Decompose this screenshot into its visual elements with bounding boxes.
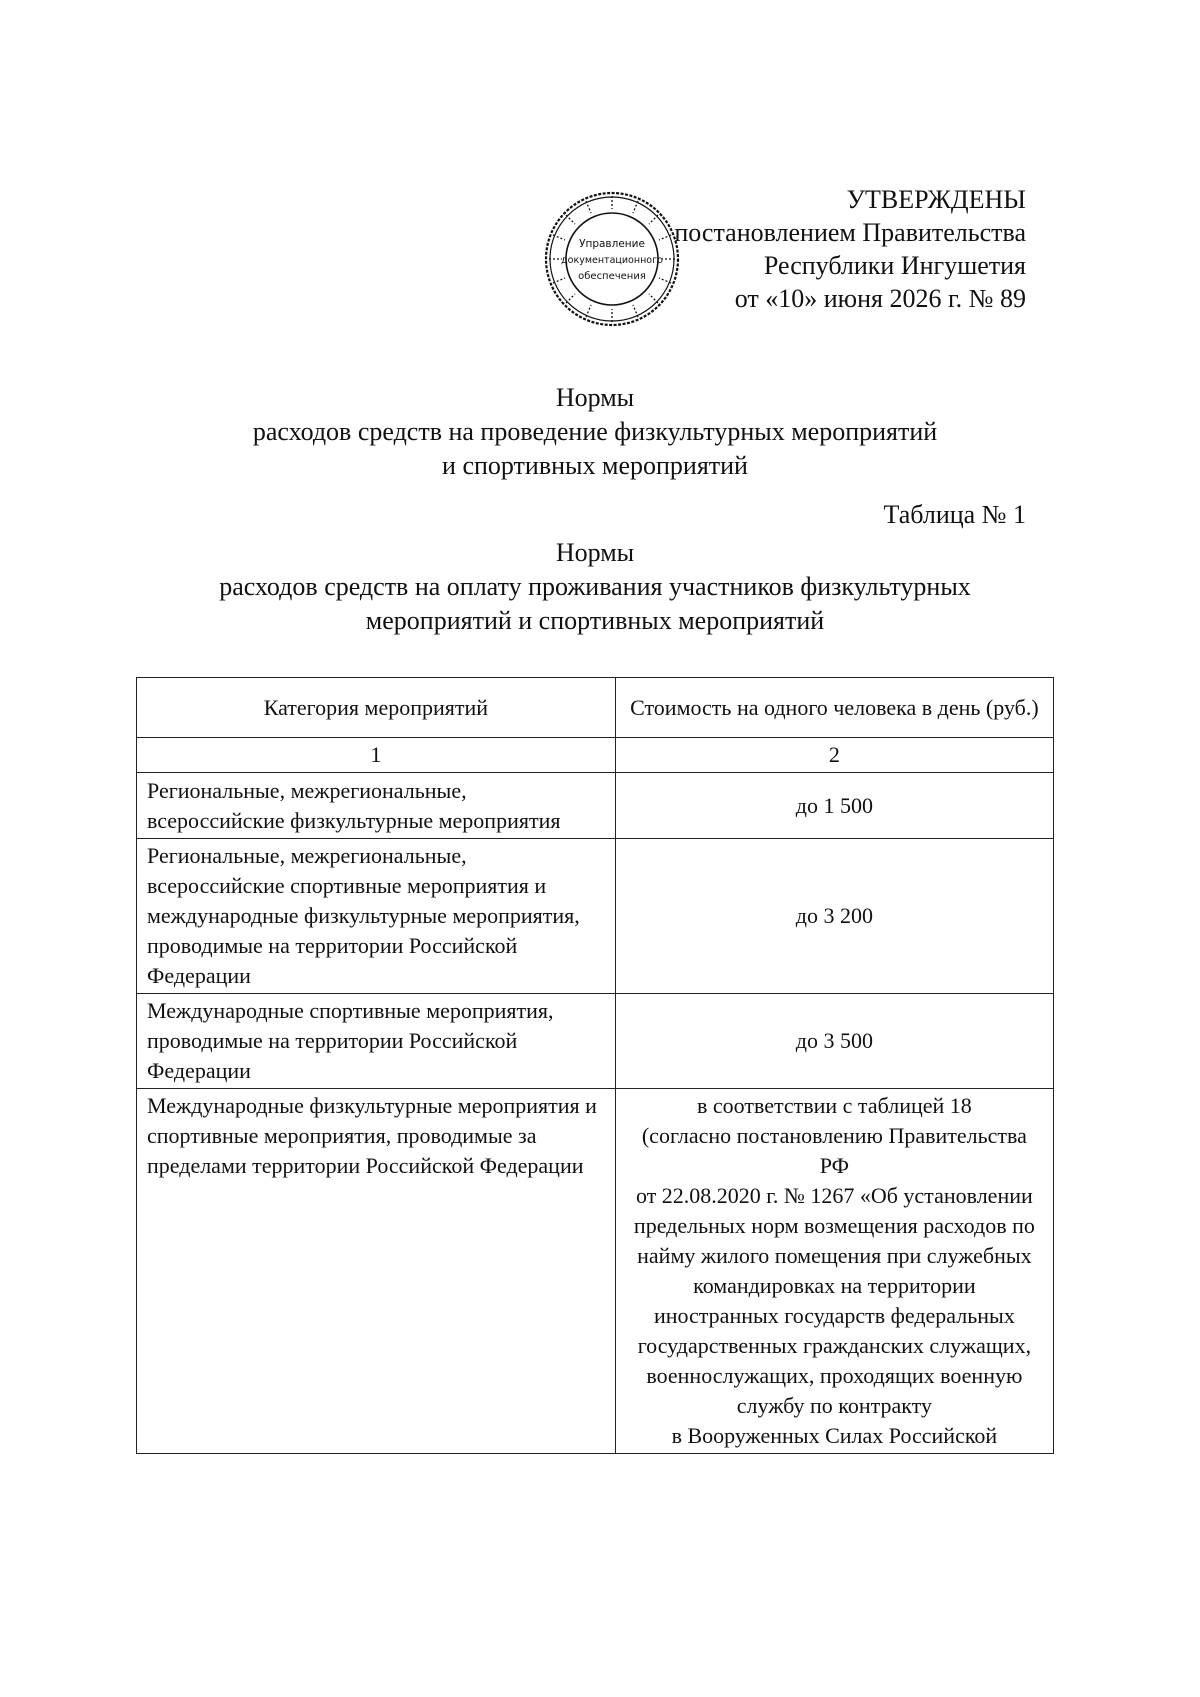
- category-cell: Международные физкультурные мероприятия и спортивные мероприятия, проводимые за пределами территории Российской Федерации: [137, 1089, 616, 1454]
- table-row: [137, 773, 1054, 839]
- cost-cell: [615, 1089, 1053, 1454]
- cost-text-line: командировках на территории: [693, 1273, 976, 1298]
- column-number: 2: [615, 738, 1053, 773]
- cost-text-line: государственных гражданских служащих,: [637, 1333, 1032, 1358]
- table-title: [0, 536, 1190, 638]
- table-title-line: мероприятий и спортивных мероприятий: [365, 606, 825, 635]
- table-header-row: [137, 678, 1054, 738]
- cost-text-line: (согласно постановлению Правительства РФ: [641, 1123, 1027, 1178]
- cost-text-line: предельных норм возмещения расходов по: [633, 1213, 1035, 1238]
- title-line: расходов средств на проведение физкультурных мероприятий: [252, 417, 938, 446]
- approval-block: [674, 183, 1026, 315]
- cost-text-line: в соответствии с таблицей 18: [696, 1093, 972, 1118]
- table-row: [137, 1089, 1054, 1454]
- stamp-text: документационного: [561, 255, 663, 266]
- stamp-text: обеспечения: [578, 271, 646, 282]
- title-line: и спортивных мероприятий: [442, 451, 748, 480]
- table-title-line: Нормы: [555, 538, 635, 567]
- stamp-text: Управление: [579, 238, 645, 250]
- cost-text-line: военнослужащих, проходящих военную: [646, 1363, 1023, 1388]
- norms-table: [136, 677, 1054, 1454]
- category-cell: Региональные, межрегиональные, всероссийские спортивные мероприятия и международные физкультурные мероприятия, проводимые на территории Российской Федерации: [137, 839, 616, 994]
- category-cell: Международные спортивные мероприятия, проводимые на территории Российской Федерации: [137, 994, 616, 1089]
- cost-text-line: найму жилого помещения при служебных: [637, 1243, 1032, 1268]
- title-line: Нормы: [555, 383, 635, 412]
- cost-text-line: в Вооруженных Силах Российской: [671, 1423, 998, 1448]
- cost-text-line: от 22.08.2020 г. № 1267 «Об установлении: [635, 1183, 1033, 1208]
- category-cell: Региональные, межрегиональные, всероссийские физкультурные мероприятия: [137, 773, 616, 839]
- approval-line: Республики Ингушетия: [763, 251, 1026, 280]
- approval-date-number: от «10» июня 2026 г. № 89: [734, 284, 1026, 313]
- table-row: [137, 839, 1054, 994]
- cost-text-line: иностранных государств федеральных: [653, 1303, 1015, 1328]
- cost-cell: до 3 500: [615, 994, 1053, 1089]
- cost-cell: до 3 200: [615, 839, 1053, 994]
- table-number: Таблица № 1: [883, 500, 1026, 529]
- document-title: [0, 381, 1190, 483]
- column-number-row: [137, 738, 1054, 773]
- cost-cell: до 1 500: [615, 773, 1053, 839]
- header-category: Категория мероприятий: [137, 678, 616, 738]
- approval-line: постановлением Правительства: [674, 218, 1026, 247]
- table-row: [137, 994, 1054, 1089]
- stamp-seal: [542, 189, 682, 329]
- table-title-line: расходов средств на оплату проживания участников физкультурных: [219, 572, 971, 601]
- header-cost: Стоимость на одного человека в день (руб.): [615, 678, 1053, 738]
- cost-text-line: службу по контракту: [736, 1393, 932, 1418]
- column-number: 1: [137, 738, 616, 773]
- approval-title: УТВЕРЖДЕНЫ: [846, 185, 1026, 214]
